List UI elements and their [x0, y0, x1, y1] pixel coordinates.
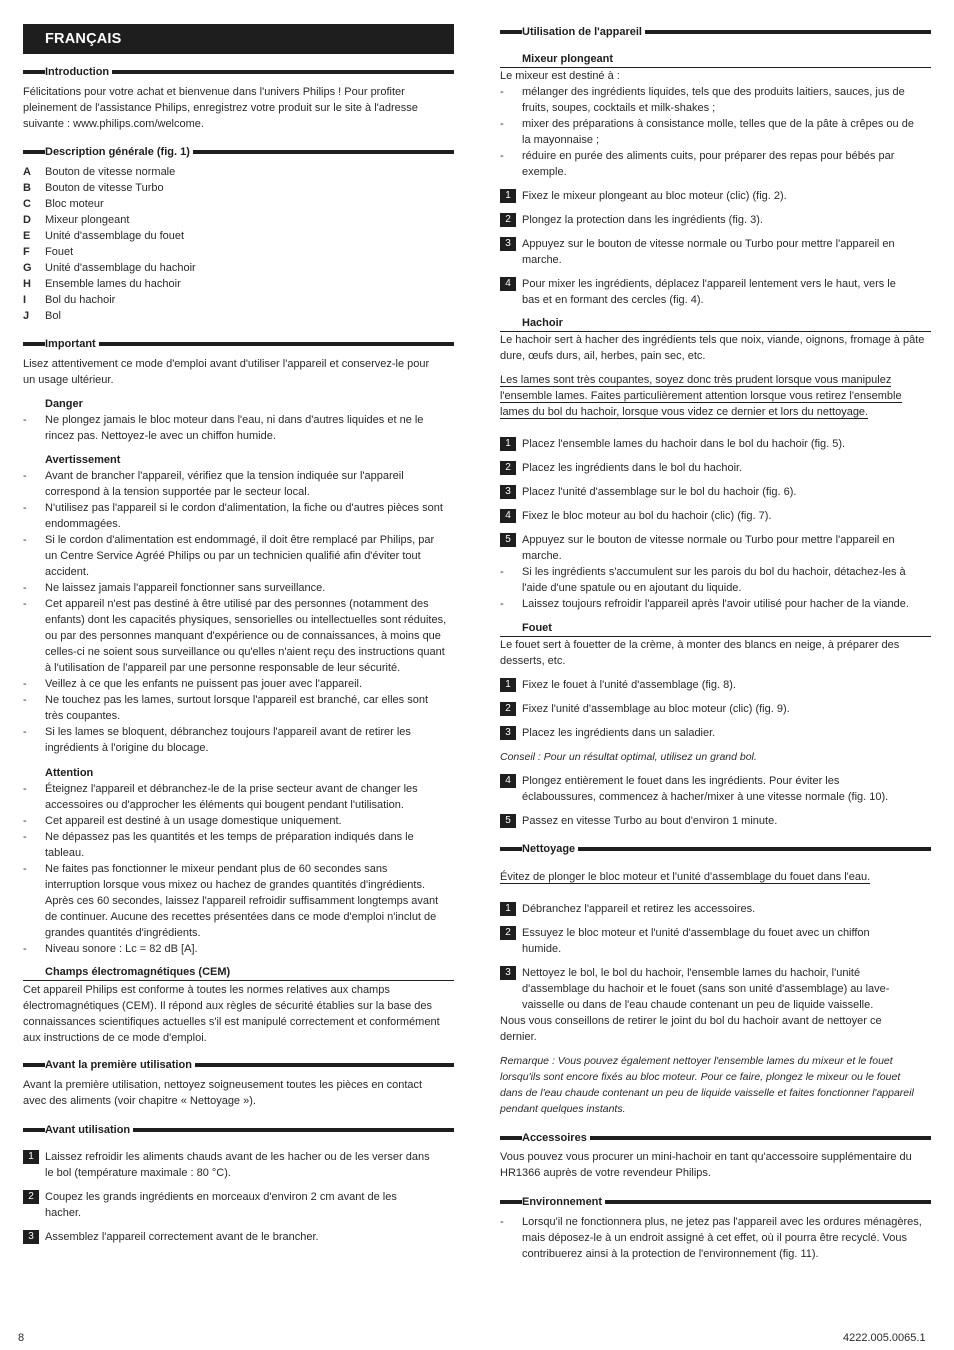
description-heading — [23, 146, 454, 158]
blender-use: - mixer des préparations à consistance molle, telles que de la pâte à crêpes ou de la mayonnaise ; — [500, 116, 931, 148]
document-code: 4222.005.0065.1 — [843, 1332, 926, 1344]
part-item — [23, 196, 454, 212]
emf-line: Cet appareil Philips est conforme à toutes les normes relatives aux champs — [23, 984, 390, 996]
part-item — [23, 292, 454, 308]
cleaning-warning — [500, 869, 931, 885]
first-use-line: avec des aliments (voir chapitre « Nettoyage »). — [23, 1095, 256, 1107]
attention-item: - Niveau sonore : Lc = 82 dB [A]. — [23, 941, 454, 957]
part-item — [23, 228, 454, 244]
emf-text — [23, 982, 454, 1046]
part-item — [23, 260, 454, 276]
step-number: 2 — [500, 702, 516, 716]
step-number: 3 — [23, 1230, 39, 1244]
before-use-steps — [23, 1149, 454, 1245]
chopper-line: Le hachoir sert à hacher des ingrédients tels que noix, viande, oignons, fromage à pâte — [500, 334, 925, 346]
chopper-line: dure, œufs durs, ail, herbes, pain sec, etc. — [500, 350, 706, 362]
attention-title: Attention — [45, 767, 94, 779]
blender-step: 4 Pour mixer les ingrédients, déplacez l'appareil lentement vers le haut, vers le bas et en formant des cercles (fig. 4). — [500, 276, 931, 308]
whisk-steps-a — [500, 677, 931, 741]
chopper-block — [500, 316, 931, 364]
part-letter: D — [23, 214, 31, 226]
danger-item: - Ne plongez jamais le bloc moteur dans l'eau, ni dans d'autres liquides et ne le rincez pas. Nettoyez-le avec un chiffon humide. — [23, 412, 454, 444]
step-number: 1 — [500, 678, 516, 692]
whisk-tip — [500, 749, 931, 765]
attention-item: - Ne dépassez pas les quantités et les temps de préparation indiqués dans le tableau. — [23, 829, 454, 861]
emf-line: connaissances scientifiques actuelles s'il est manipulé correctement et conformément — [23, 1016, 440, 1028]
warning-item: - Avant de brancher l'appareil, vérifiez que la tension indiquée sur l'appareil correspond à la tension supportée par le secteur local. — [23, 468, 454, 500]
step-number: 2 — [500, 461, 516, 475]
accessories-line: HR1366 auprès de votre revendeur Philips. — [500, 1167, 711, 1179]
whisk-step: 4 Plongez entièrement le fouet dans les ingrédients. Pour éviter les éclaboussures, commencez à hacher/mixer à une vitesse normale (fig. 10). — [500, 773, 931, 805]
emf-line: aux instructions de ce mode d'emploi. — [23, 1032, 207, 1044]
chopper-step: 5 Appuyez sur le bouton de vitesse normale ou Turbo pour mettre l'appareil en marche. — [500, 532, 931, 564]
important-line: Lisez attentivement ce mode d'emploi avant d'utiliser l'appareil et conservez-le pour — [23, 358, 430, 370]
part-letter: B — [23, 182, 31, 194]
blender-step: 2 Plongez la protection dans les ingrédients (fig. 3). — [500, 212, 931, 228]
cleaning-steps — [500, 901, 931, 1045]
chopper-warning-text: Les lames sont très coupantes, soyez donc très prudent lorsque vous manipulez — [500, 374, 892, 386]
whisk-step: 1 Fixez le fouet à l'unité d'assemblage (fig. 8). — [500, 677, 931, 693]
step-number: 2 — [500, 926, 516, 940]
whisk-step: 3 Placez les ingrédients dans un saladier. — [500, 725, 931, 741]
whisk-block — [500, 621, 931, 669]
step-number: 1 — [500, 902, 516, 916]
cleaning-note-line: lorsqu'ils sont encore fixés au bloc moteur. Pour ce faire, plongez le mixeur ou le fouet — [500, 1071, 901, 1083]
cleaning-note-line: Remarque : Vous pouvez également nettoyer l'ensemble lames du mixeur et le fouet — [500, 1055, 893, 1067]
part-letter: F — [23, 246, 30, 258]
chopper-tip: - Laissez toujours refroidir l'appareil après l'avoir utilisé pour hacher de la viande. — [500, 596, 931, 612]
step-number: 3 — [500, 237, 516, 251]
whisk-title: Fouet — [500, 621, 931, 637]
blender-use: - réduire en purée des aliments cuits, pour préparer des repas pour bébés par exemple. — [500, 148, 931, 180]
step-number: 1 — [500, 437, 516, 451]
environment-label: Environnement — [522, 1194, 605, 1210]
step-number: 1 — [23, 1150, 39, 1164]
blender-steps — [500, 188, 931, 308]
blender-block — [500, 52, 931, 180]
chopper-step: 4 Fixez le bloc moteur au bol du hachoir (clic) (fig. 7). — [500, 508, 931, 524]
blender-step: 3 Appuyez sur le bouton de vitesse normale ou Turbo pour mettre l'appareil en marche. — [500, 236, 931, 268]
cleaning-heading — [500, 843, 931, 855]
part-letter: E — [23, 230, 31, 242]
part-item — [23, 244, 454, 260]
step-number: 4 — [500, 277, 516, 291]
step-number: 2 — [23, 1190, 39, 1204]
whisk-step: 2 Fixez l'unité d'assemblage au bloc moteur (clic) (fig. 9). — [500, 701, 931, 717]
attention-item: - Éteignez l'appareil et débranchez-le de la prise secteur avant de changer les accessoires ou d'approcher les éléments qui bougent pendant l'utilisation. — [23, 781, 454, 813]
chopper-title: Hachoir — [500, 316, 931, 332]
before-use-label: Avant utilisation — [45, 1122, 133, 1138]
environment-item: - Lorsqu'il ne fonctionnera plus, ne jetez pas l'appareil avec les ordures ménagères, mais déposez-le à un endroit assigné à cet effet, où il pourra être recyclé. Vous contribuerez ainsi à la protection de l'environnement (fig. 11). — [500, 1214, 931, 1262]
part-letter: C — [23, 198, 31, 210]
cleaning-note-line: dans de l'eau chaude contenant un peu de liquide vaisselle et faites fonctionner l'appareil — [500, 1087, 914, 1099]
step-number: 4 — [500, 509, 516, 523]
blender-step: 1 Fixez le mixeur plongeant au bloc moteur (clic) (fig. 2). — [500, 188, 931, 204]
important-heading — [23, 338, 454, 350]
using-appliance-label: Utilisation de l'appareil — [522, 24, 645, 40]
step-number: 4 — [500, 774, 516, 788]
before-use-step: 2 Coupez les grands ingrédients en morceaux d'environ 2 cm avant de les hacher. — [23, 1189, 454, 1221]
danger-block — [23, 396, 454, 444]
step-number: 3 — [500, 966, 516, 980]
danger-title: Danger — [45, 398, 83, 410]
step-number: 5 — [500, 533, 516, 547]
part-name: Unité d'assemblage du hachoir — [45, 262, 196, 274]
cleaning-step: 2 Essuyez le bloc moteur et l'unité d'assemblage du fouet avec un chiffon humide. — [500, 925, 931, 957]
description-label: Description générale (fig. 1) — [45, 144, 193, 160]
cleaning-line: dernier. — [500, 1031, 537, 1043]
warning-item: - Veillez à ce que les enfants ne puissent pas jouer avec l'appareil. — [23, 676, 454, 692]
intro-line: suivante : www.philips.com/welcome. — [23, 118, 204, 130]
chopper-warning — [500, 372, 931, 420]
introduction-heading — [23, 66, 454, 78]
whisk-step: 5 Passez en vitesse Turbo au bout d'environ 1 minute. — [500, 813, 931, 829]
part-letter: I — [23, 294, 27, 306]
cleaning-step: 3 Nettoyez le bol, le bol du hachoir, l'ensemble lames du hachoir, l'unité d'assemblage du hachoir et le fouet (sans son unité d'assemblage) au lave- vaisselle ou dans de l'eau chaude contenant un peu de liquide vaisselle. — [500, 965, 931, 1013]
cleaning-note-line: pendant quelques instants. — [500, 1103, 626, 1115]
chopper-warning-text: lames du bol du hachoir, lorsque vous videz ce dernier et lors du nettoyage. — [500, 406, 869, 418]
blender-use: - mélanger des ingrédients liquides, tels que des produits laitiers, sauces, jus de fruits, soupes, cocktails et milk-shakes ; — [500, 84, 931, 116]
important-line: un usage ultérieur. — [23, 374, 114, 386]
environment-heading — [500, 1196, 931, 1208]
part-name: Mixeur plongeant — [45, 214, 130, 226]
chopper-warning-line — [500, 388, 931, 404]
introduction-label: Introduction — [45, 64, 112, 80]
cleaning-note — [500, 1053, 931, 1117]
warning-block — [23, 452, 454, 756]
whisk-line: desserts, etc. — [500, 655, 566, 667]
chopper-step: 1 Placez l'ensemble lames du hachoir dans le bol du hachoir (fig. 5). — [500, 436, 931, 452]
part-name: Ensemble lames du hachoir — [45, 278, 181, 290]
part-letter: H — [23, 278, 31, 290]
using-appliance-heading — [500, 26, 931, 38]
part-item — [23, 164, 454, 180]
step-number: 2 — [500, 213, 516, 227]
whisk-line: Le fouet sert à fouetter de la crème, à monter des blancs en neige, à préparer des — [500, 639, 900, 651]
part-name: Bouton de vitesse normale — [45, 166, 176, 178]
warning-item: - Si le cordon d'alimentation est endommagé, il doit être remplacé par Philips, par un Centre Service Agréé Philips ou par un technicien qualifié afin d'éviter tout accident. — [23, 532, 454, 580]
before-use-heading — [23, 1124, 454, 1136]
part-name: Bouton de vitesse Turbo — [45, 182, 164, 194]
warning-item: - N'utilisez pas l'appareil si le cordon d'alimentation, la fiche ou d'autres pièces sont endommagées. — [23, 500, 454, 532]
page-number: 8 — [18, 1332, 25, 1344]
part-item — [23, 180, 454, 196]
chopper-steps — [500, 436, 931, 612]
part-letter: J — [23, 310, 30, 322]
step-number: 5 — [500, 814, 516, 828]
part-name: Fouet — [45, 246, 74, 258]
first-use-heading — [23, 1059, 454, 1071]
whisk-tip-text: Conseil : Pour un résultat optimal, utilisez un grand bol. — [500, 751, 757, 763]
warning-item: - Ne touchez pas les lames, surtout lorsque l'appareil est branché, car elles sont très coupantes. — [23, 692, 454, 724]
chopper-warning-line — [500, 372, 931, 388]
intro-line: pleinement de l'assistance Philips, enregistrez votre produit sur le site à l'adresse — [23, 102, 418, 114]
accessories-label: Accessoires — [522, 1130, 590, 1146]
part-name: Bol — [45, 310, 61, 322]
warning-item: - Si les lames se bloquent, débranchez toujours l'appareil avant de retirer les ingrédients à l'origine du blocage. — [23, 724, 454, 756]
cleaning-warning-text: Évitez de plonger le bloc moteur et l'unité d'assemblage du fouet dans l'eau. — [500, 871, 871, 883]
part-name: Bloc moteur — [45, 198, 104, 210]
warning-item: - Ne laissez jamais l'appareil fonctionner sans surveillance. — [23, 580, 454, 596]
part-item — [23, 212, 454, 228]
step-number: 1 — [500, 189, 516, 203]
environment-text — [500, 1214, 931, 1262]
warning-title: Avertissement — [45, 454, 121, 466]
intro-line: Félicitations pour votre achat et bienvenue dans l'univers Philips ! Pour profiter — [23, 86, 405, 98]
cleaning-label: Nettoyage — [522, 841, 578, 857]
first-use-text — [23, 1077, 454, 1109]
part-item — [23, 276, 454, 292]
part-name: Unité d'assemblage du fouet — [45, 230, 185, 242]
cleaning-line: Nous vous conseillons de retirer le joint du bol du hachoir avant de nettoyer ce — [500, 1015, 882, 1027]
chopper-tip: - Si les ingrédients s'accumulent sur les parois du bol du hachoir, détachez-les à l'aide d'une spatule ou en ajoutant du liquide. — [500, 564, 931, 596]
first-use-line: Avant la première utilisation, nettoyez soigneusement toutes les pièces en contact — [23, 1079, 423, 1091]
part-name: Bol du hachoir — [45, 294, 116, 306]
chopper-warning-text: l'ensemble lames. Faites particulièrement attention lorsque vous retirez l'ensemble — [500, 390, 902, 402]
important-text — [23, 356, 454, 388]
warning-item: - Cet appareil n'est pas destiné à être utilisé par des personnes (notamment des enfants) dont les capacités physiques, sensorielles ou intellectuelles sont réduites, ou par des personnes manquant d'expérience ou de connaissances, à moins que celles-ci ne soient sous surveillance ou qu'elles n'aient reçu des instructions quant à l'utilisation de l'appareil par une personne responsable de leur sécurité. — [23, 596, 454, 676]
blender-title: Mixeur plongeant — [500, 52, 931, 68]
parts-list — [23, 164, 454, 324]
accessories-heading — [500, 1132, 931, 1144]
before-use-step: 3 Assemblez l'appareil correctement avant de le brancher. — [23, 1229, 454, 1245]
emf-line: électromagnétiques (CEM). Il répond aux règles de sécurité établies sur la base des — [23, 1000, 433, 1012]
step-number: 3 — [500, 726, 516, 740]
emf-block — [23, 965, 454, 1046]
chopper-step: 3 Placez l'unité d'assemblage sur le bol du hachoir (fig. 6). — [500, 484, 931, 500]
part-letter: A — [23, 166, 31, 178]
attention-block — [23, 765, 454, 957]
language-banner: FRANÇAIS — [23, 24, 454, 54]
before-use-step: 1 Laissez refroidir les aliments chauds avant de les hacher ou de les verser dans le bol (température maximale : 80 °C). — [23, 1149, 454, 1181]
blender-intro: Le mixeur est destiné à : — [500, 70, 620, 82]
cleaning-warning-line — [500, 869, 931, 885]
part-item — [23, 308, 454, 324]
emf-title: Champs électromagnétiques (CEM) — [23, 965, 454, 981]
chopper-warning-line — [500, 404, 931, 420]
attention-item: - Cet appareil est destiné à un usage domestique uniquement. — [23, 813, 454, 829]
cleaning-step: 1 Débranchez l'appareil et retirez les accessoires. — [500, 901, 931, 917]
intro-text — [23, 84, 454, 132]
accessories-line: Vous pouvez vous procurer un mini-hachoir en tant qu'accessoire supplémentaire du — [500, 1151, 912, 1163]
whisk-steps-b — [500, 773, 931, 829]
accessories-text — [500, 1149, 931, 1181]
attention-item: - Ne faites pas fonctionner le mixeur pendant plus de 60 secondes sans interruption lorsque vous mixez ou hachez de grandes quantités d'ingrédients. Après ces 60 secondes, laissez l'appareil refroidir suffisamment longtemps avant de continuer. Aucune des recettes présentées dans ce mode d'emploi n'inclut de grandes quantités d'ingrédients. — [23, 861, 454, 941]
step-number: 3 — [500, 485, 516, 499]
chopper-step: 2 Placez les ingrédients dans le bol du hachoir. — [500, 460, 931, 476]
part-letter: G — [23, 262, 32, 274]
first-use-label: Avant la première utilisation — [45, 1057, 195, 1073]
important-label: Important — [45, 336, 99, 352]
